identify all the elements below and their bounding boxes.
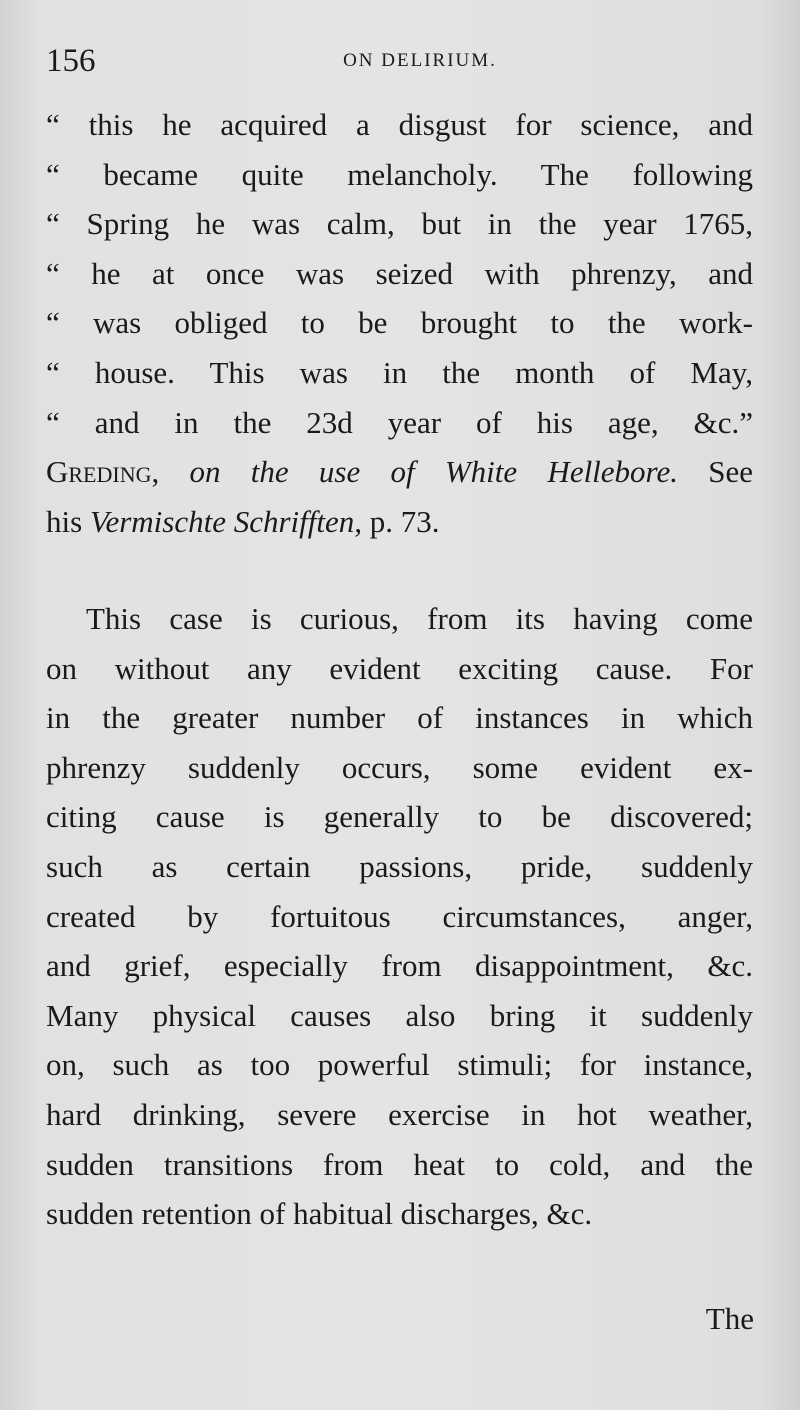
paragraph-line: on without any evident exciting cause. For [46, 650, 753, 686]
citation-book-title: Vermischte Schrifften, [89, 503, 362, 539]
catchword: The [705, 1301, 754, 1336]
paragraph-line: and grief, especially from disappointment, &c. [46, 948, 753, 984]
body-paragraph [46, 594, 753, 1239]
citation-see: See [708, 454, 753, 490]
citation-line-2 [46, 497, 753, 547]
paragraph-line: in the greater number of instances in which [46, 700, 753, 736]
paragraph-line: sudden retention of habitual discharges, &c. [46, 1196, 593, 1232]
citation-line-1 [46, 447, 753, 497]
citation-page: p. 73. [369, 503, 440, 539]
paragraph-line: Many physical causes also bring it suddenly [46, 997, 753, 1033]
citation-title: on the use of White Hellebore. [189, 454, 678, 490]
paragraph-line: such as certain passions, pride, suddenly [46, 848, 753, 884]
quote-line: “ he at once was seized with phrenzy, and [46, 255, 753, 291]
quote-line: “ this he acquired a disgust for science, and [46, 107, 753, 142]
paragraph-line: phrenzy suddenly occurs, some evident ex- [46, 749, 753, 785]
paragraph-line: on, such as too powerful stimuli; for instance, [46, 1047, 753, 1083]
quote-line: “ was obliged to be brought to the work- [46, 305, 753, 341]
quote-line: “ Spring he was calm, but in the year 1765, [46, 206, 753, 242]
quote-line: “ and in the 23d year of his age, &c.” [46, 404, 753, 440]
paragraph-line: This case is curious, from its having come [86, 601, 753, 636]
running-head: ON DELIRIUM. [343, 50, 497, 71]
citation-author: Greding, [46, 454, 160, 490]
paragraph-line: citing cause is generally to be discovered; [46, 799, 753, 835]
page-header [46, 36, 754, 86]
paragraph-line: sudden transitions from heat to cold, and the [46, 1146, 753, 1182]
paragraph-line: hard drinking, severe exercise in hot weather, [46, 1096, 753, 1132]
quoted-passage [46, 100, 753, 546]
paragraph-line: created by fortuitous circumstances, anger, [46, 898, 753, 934]
quote-line: “ house. This was in the month of May, [46, 354, 753, 390]
quote-line: “ became quite melancholy. The following [46, 156, 753, 192]
page-number: 156 [46, 43, 96, 79]
citation-prefix: his [46, 503, 83, 539]
